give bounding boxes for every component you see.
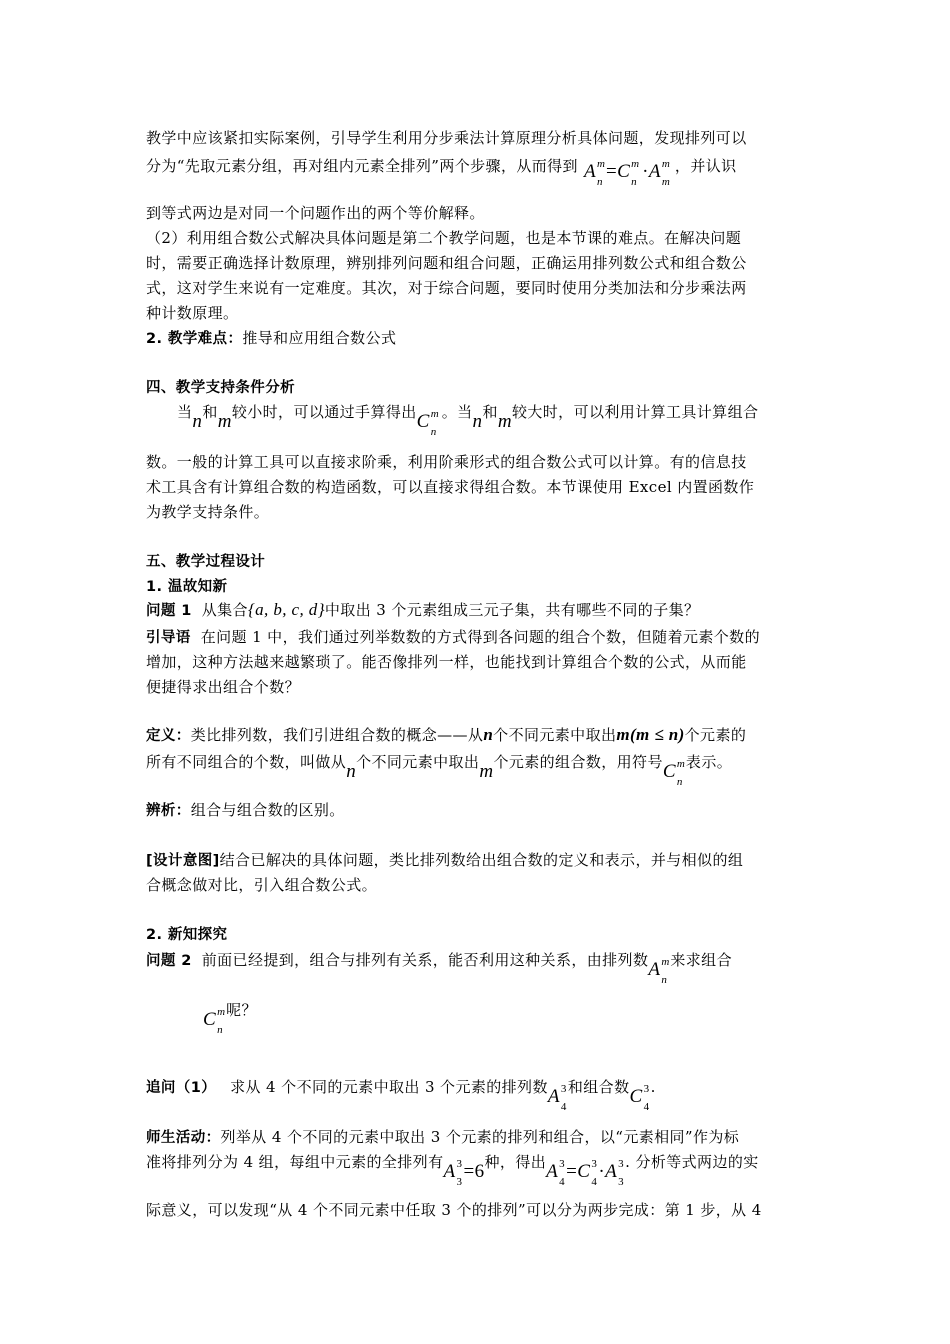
var-n: n xyxy=(346,761,357,782)
var-m: m xyxy=(217,411,232,432)
formula-m-le-n: (m ≤ n) xyxy=(630,725,685,744)
question2-label: 问题 2 xyxy=(146,953,192,969)
var-m: m xyxy=(497,411,512,432)
formula-C-sub: 4 xyxy=(591,1176,598,1188)
para2-line4: 种计数原理。 xyxy=(146,304,239,322)
formula-C: C xyxy=(629,1086,643,1107)
formula-A-sub: n xyxy=(596,176,603,188)
def-text-1b: 个不同元素中取出 xyxy=(493,726,617,744)
lead-label: 引导语 xyxy=(146,630,191,646)
formula-A: A xyxy=(546,1161,559,1182)
formula-A-sub: 3 xyxy=(456,1176,463,1188)
difficulty-text: 推导和应用组合数公式 xyxy=(242,329,397,347)
formula-A-sup: 3 xyxy=(559,1158,566,1170)
section4-title: 四、教学支持条件分析 xyxy=(146,380,295,396)
follow-up-label: 追问（1） xyxy=(146,1080,217,1096)
para2-line1: （2）利用组合数公式解决具体问题是第二个教学问题，也是本节课的难点。在解决问题 xyxy=(146,229,742,247)
formula-dot: · xyxy=(642,161,649,182)
formula-dot: · xyxy=(598,1161,606,1182)
question2-line2 xyxy=(203,1000,257,1036)
formula-A2: A xyxy=(605,1161,618,1182)
formula-C-sub: n xyxy=(676,776,683,788)
formula-A-eq-C-dot-A xyxy=(583,158,675,188)
formula-A2-sup: 3 xyxy=(618,1158,625,1170)
formula-A: A xyxy=(443,1161,456,1182)
s4-l1d: 。当 xyxy=(441,403,473,421)
activity-line1 xyxy=(146,1127,739,1148)
activity-line3: 际意义，可以发现“从 4 个不同元素中任取 3 个的排列”可以分为两步完成：第 1 步，从 4 xyxy=(146,1201,762,1219)
formula-C: C xyxy=(662,761,676,782)
lead-text-1: 在问题 1 中，我们通过列举数数的方式得到各问题的组合个数，但随着元素个数的 xyxy=(200,628,760,646)
follow-up-line xyxy=(146,1077,656,1113)
para1-line2-text: 分为“先取元素分组，再对组内元素全排列”两个步骤，从而得到 xyxy=(146,157,578,175)
formula-C-sup: 3 xyxy=(643,1083,650,1095)
q2-text-c: 呢？ xyxy=(226,1001,257,1019)
subsection2-title: 2. 新知探究 xyxy=(146,927,228,943)
def-text-2b: 个不同元素中取出 xyxy=(356,753,480,771)
design-line2: 合概念做对比，引入组合数公式。 xyxy=(146,876,378,894)
formula-C-sub: n xyxy=(430,426,437,438)
var-n: n xyxy=(483,725,494,744)
section4-line4: 为教学支持条件。 xyxy=(146,503,270,521)
q1-text-a: 从集合 xyxy=(201,601,248,619)
formula-eq: = xyxy=(463,1161,475,1182)
formula-A: A xyxy=(648,959,661,980)
para1-line2-tail: ，并认识 xyxy=(674,157,737,175)
lead-line1 xyxy=(146,627,760,648)
analysis-line xyxy=(146,800,345,821)
s4-l1b: 和 xyxy=(202,403,218,421)
section4-line3: 术工具含有计算组合数的构造函数，可以直接求得组合数。本节课使用 Excel 内置函数作 xyxy=(146,478,755,496)
formula-C: C xyxy=(617,161,631,182)
design-label: [设计意图] xyxy=(146,853,220,869)
s4-l1c: 较小时，可以通过手算得出 xyxy=(231,403,417,421)
var-m: m xyxy=(479,761,494,782)
follow-text-a: 求从 4 个不同的元素中取出 3 个元素的排列数 xyxy=(230,1078,548,1096)
formula-eq: = xyxy=(605,161,618,182)
formula-Cnm xyxy=(203,1006,226,1036)
formula-C-sub: n xyxy=(631,176,638,188)
formula-A-sub: 4 xyxy=(560,1101,567,1113)
var-n: n xyxy=(472,411,483,432)
question1-line xyxy=(146,600,699,621)
formula-A-sub: 4 xyxy=(559,1176,566,1188)
formula-Cnm xyxy=(416,408,442,438)
para1-line3: 到等式两边是对同一个问题作出的两个等价解释。 xyxy=(146,204,485,222)
para2-line2: 时，需要正确选择计数原理，辨别排列问题和组合问题，正确运用排列数公式和组合数公 xyxy=(146,254,747,272)
s4-l1a: 当 xyxy=(177,403,193,421)
formula-A-sup: 3 xyxy=(456,1158,463,1170)
follow-text-c: . xyxy=(650,1078,656,1096)
formula-A-sup: 3 xyxy=(560,1083,567,1095)
formula-C-sup: m xyxy=(676,758,686,770)
def-text-1a: 类比排列数，我们引进组合数的概念——从 xyxy=(190,726,484,744)
activity-text-2a: 准将排列分为 4 组，每组中元素的全排列有 xyxy=(146,1153,444,1171)
formula-A2-sub: m xyxy=(661,176,671,188)
definition-line1 xyxy=(146,725,746,746)
formula-C-sup: m xyxy=(631,158,640,170)
section4-line1 xyxy=(177,402,759,438)
formula-C43 xyxy=(629,1083,650,1113)
formula-C: C xyxy=(416,411,430,432)
para1-line1: 教学中应该紧扣实际案例，引导学生利用分步乘法计算原理分析具体问题，发现排列可以 xyxy=(146,129,747,147)
activity-label: 师生活动： xyxy=(146,1130,221,1146)
lead-line2: 增加，这种方法越来越繁琐了。能否像排列一样，也能找到计算组合个数的公式，从而能 xyxy=(146,653,747,671)
section4-line2: 数。一般的计算工具可以直接求阶乘，利用阶乘形式的组合数公式可以计算。有的信息技 xyxy=(146,453,747,471)
formula-A2-sub: 3 xyxy=(618,1176,625,1188)
design-text-1: 结合已解决的具体问题，类比排列数给出组合数的定义和表示，并与相似的组 xyxy=(219,851,744,869)
follow-text-b: 和组合数 xyxy=(567,1078,630,1096)
def-text-1d: 个元素的 xyxy=(684,726,747,744)
formula-Cnm xyxy=(662,758,686,788)
formula-A: A xyxy=(547,1086,560,1107)
formula-A43-eq-C43-A33 xyxy=(546,1158,625,1188)
formula-A: A xyxy=(583,161,596,182)
formula-A2: A xyxy=(648,161,661,182)
formula-C: C xyxy=(577,1161,591,1182)
s4-l1f: 较大时，可以利用计算工具计算组合 xyxy=(511,403,759,421)
formula-A2-sup: m xyxy=(661,158,671,170)
analysis-text: 组合与组合数的区别。 xyxy=(190,801,345,819)
section5-title: 五、教学过程设计 xyxy=(146,554,266,570)
formula-set: {a, b, c, d} xyxy=(247,600,325,619)
activity-text-2c: . 分析等式两边的实 xyxy=(625,1153,759,1171)
q1-text-b: 中取出 3 个元素组成三元子集，共有哪些不同的子集？ xyxy=(324,601,700,619)
para1-line2 xyxy=(146,156,737,188)
formula-six: 6 xyxy=(474,1161,485,1182)
formula-C-sub: 4 xyxy=(643,1101,650,1113)
def-text-2c: 个元素的组合数，用符号 xyxy=(493,753,663,771)
formula-A-sup: m xyxy=(596,158,606,170)
formula-Anm xyxy=(648,956,670,986)
formula-eq: = xyxy=(566,1161,578,1182)
subsection1-title: 1. 温故知新 xyxy=(146,579,228,595)
activity-text-1: 列举从 4 个不同的元素中取出 3 个元素的排列和组合，以“元素相同”作为标 xyxy=(220,1128,740,1146)
formula-C-sup: m xyxy=(430,408,440,420)
design-line1 xyxy=(146,850,743,871)
activity-line2 xyxy=(146,1152,759,1188)
definition-label: 定义： xyxy=(146,728,191,744)
q2-text-b: 来求组合 xyxy=(670,951,732,969)
def-text-2d: 表示。 xyxy=(685,753,733,771)
activity-text-2b: 种，得出 xyxy=(484,1153,547,1171)
question1-label: 问题 1 xyxy=(146,603,192,619)
formula-A43 xyxy=(547,1083,568,1113)
var-n: n xyxy=(192,411,203,432)
def-text-2a: 所有不同组合的个数，叫做从 xyxy=(146,753,347,771)
formula-C: C xyxy=(203,1009,217,1030)
para2-line3: 式，这对学生来说有一定难度。其次，对于综合问题，要同时使用分类加法和分步乘法两 xyxy=(146,279,747,297)
formula-A-sup: m xyxy=(661,956,670,968)
definition-line2 xyxy=(146,752,733,788)
difficulty-label: 2. 教学难点： xyxy=(146,331,243,347)
analysis-label: 辨析： xyxy=(146,803,191,819)
formula-A-sub: n xyxy=(661,974,668,986)
var-m: m xyxy=(616,725,630,744)
lead-line3: 便捷得求出组合个数？ xyxy=(146,678,301,696)
difficulty-line xyxy=(146,328,396,349)
formula-A33-eq-6 xyxy=(443,1158,485,1188)
formula-C-sup: 3 xyxy=(591,1158,598,1170)
q2-text-a: 前面已经提到，组合与排列有关系，能否利用这种关系，由排列数 xyxy=(201,951,649,969)
s4-l1e: 和 xyxy=(482,403,498,421)
question2-line xyxy=(146,950,732,986)
formula-C-sup: m xyxy=(217,1006,226,1018)
formula-C-sub: n xyxy=(217,1024,223,1036)
